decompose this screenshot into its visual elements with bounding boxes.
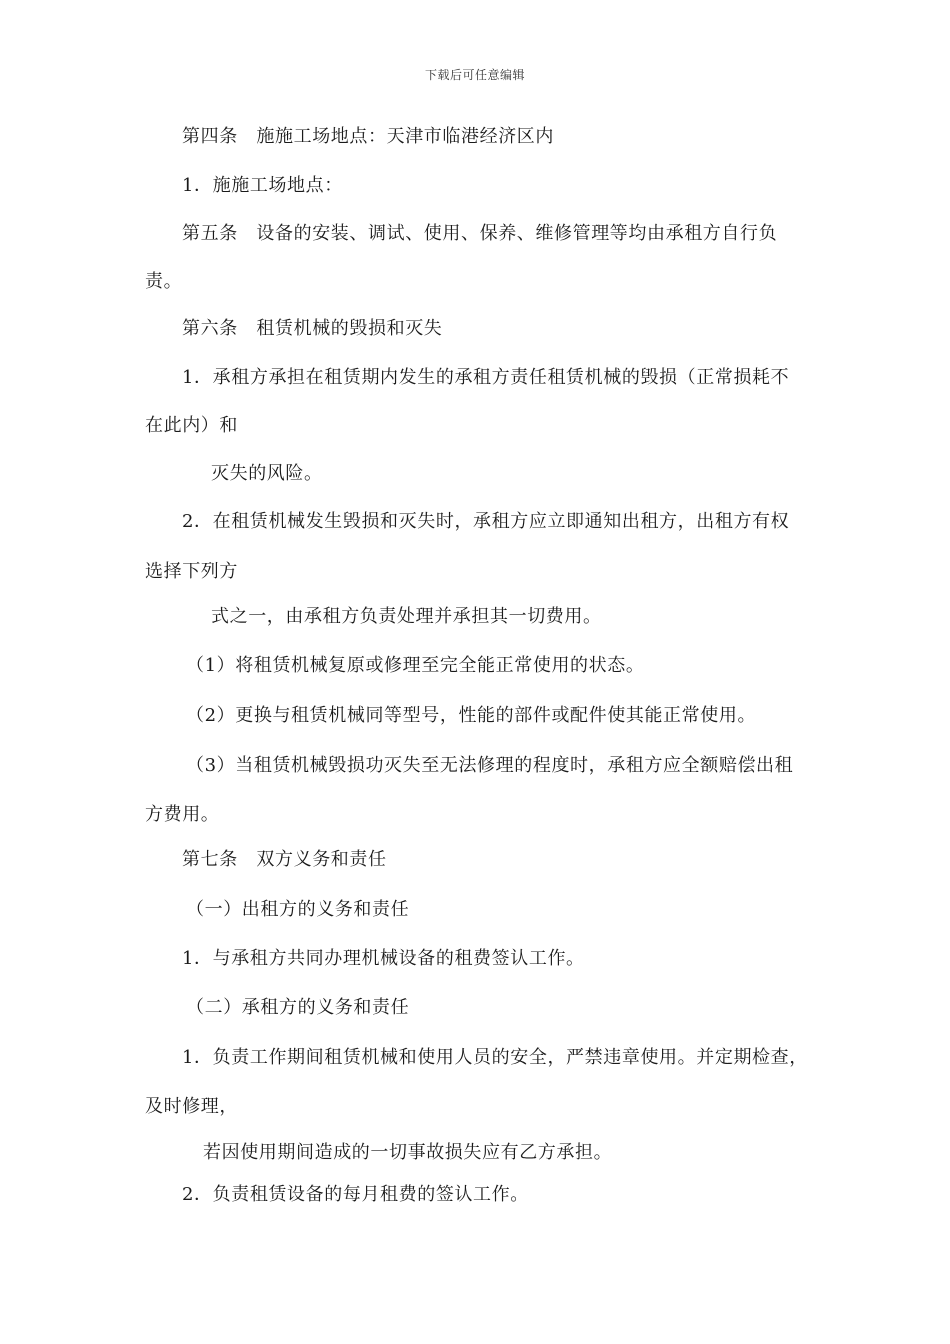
option-2: （2）更换与租赁机械同等型号，性能的部件或配件使其能正常使用。 — [186, 705, 757, 726]
article-6-item-2: 2．在租赁机械发生毁损和灭失时，承租方应立即通知出租方，出租方有权 — [182, 511, 790, 532]
option-3-continuation: 方费用。 — [145, 804, 220, 825]
article-7-heading: 第七条 双方义务和责任 — [182, 849, 387, 870]
article-6-item-2-continuation: 选择下列方 — [145, 561, 238, 582]
lessor-duties-heading: （一）出租方的义务和责任 — [186, 899, 410, 920]
lessor-duty-1: 1．与承租方共同办理机械设备的租费签认工作。 — [182, 948, 585, 969]
lessee-duty-1-continuation: 及时修理， — [145, 1096, 238, 1117]
article-6-item-1-continuation: 在此内）和 — [145, 415, 238, 436]
option-3: （3）当租赁机械毁损功灭失至无法修理的程度时，承租方应全额赔偿出租 — [186, 755, 794, 776]
lessee-duty-2: 2．负责租赁设备的每月租费的签认工作。 — [182, 1184, 529, 1205]
article-6-heading: 第六条 租赁机械的毁损和灭失 — [182, 318, 443, 339]
page-header: 下载后可任意编辑 — [424, 68, 525, 82]
article-6-item-1: 1．承租方承担在租赁期内发生的承租方责任租赁机械的毁损（正常损耗不 — [182, 367, 790, 388]
article-6-item-2-tail: 式之一，由承租方负责处理并承担其一切费用。 — [211, 606, 602, 627]
article-5-heading: 第五条 设备的安装、调试、使用、保养、维修管理等均由承租方自行负 — [182, 223, 778, 244]
article-4-heading: 第四条 施施工场地点：天津市临港经济区内 — [182, 126, 554, 147]
article-6-item-1-tail: 灭失的风险。 — [211, 463, 323, 484]
lessee-duty-1: 1．负责工作期间租赁机械和使用人员的安全，严禁违章使用。并定期检查， — [182, 1047, 808, 1068]
article-5-continuation: 责。 — [145, 271, 183, 292]
lessee-duty-1-tail: 若因使用期间造成的一切事故损失应有乙方承担。 — [203, 1142, 613, 1163]
lessee-duties-heading: （二）承租方的义务和责任 — [186, 997, 410, 1018]
option-1: （1）将租赁机械复原或修理至完全能正常使用的状态。 — [186, 655, 645, 676]
article-4-item-1: 1．施施工场地点： — [182, 175, 343, 196]
